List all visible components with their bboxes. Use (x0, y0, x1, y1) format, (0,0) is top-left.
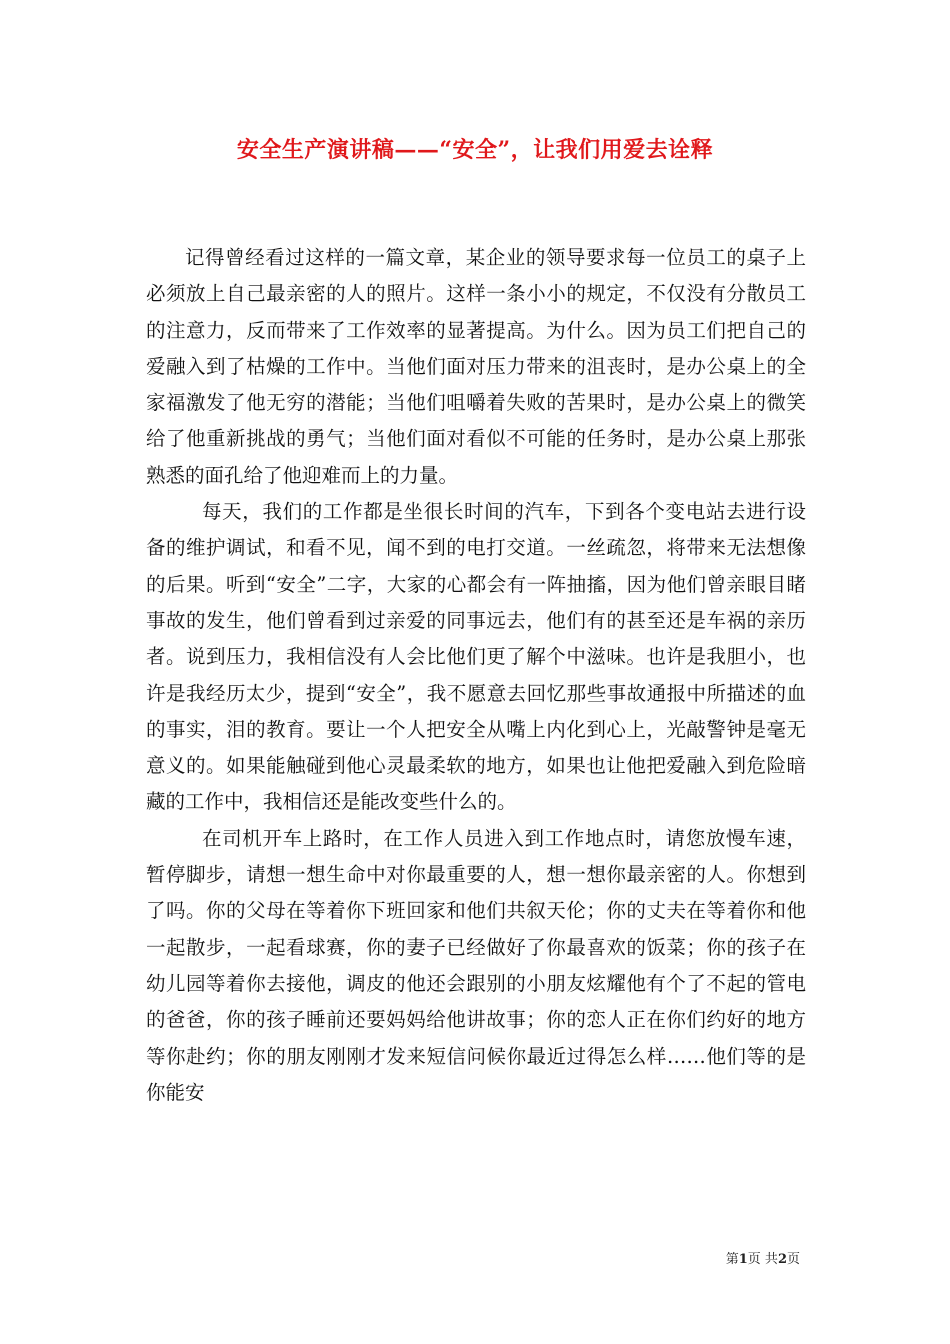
page-title: 安全生产演讲稿——“安全”，让我们用爱去诠释 (236, 137, 714, 163)
footer-suffix: 页 (786, 1252, 800, 1267)
footer-current-page: 1 (738, 1252, 748, 1267)
paragraph-2: 每天，我们的工作都是坐很长时间的汽车，下到各个变电站去进行设备的维护调试，和看不见，闻不到的电打交道。一丝疏忽，将带来无法想像的后果。听到“安全”二字，大家的心都会有一阵抽搐，因为他们曾亲眼目睹事故的发生，他们曾看到过亲爱的同事远去，他们有的甚至还是车祸的亲历者。说到压力，我相信没有人会比他们更了解个中滋味。也许是我胆小，也许是我经历太少，提到“安全”，我不愿意去回忆那些事故通报中所描述的血的事实，泪的教育。要让一个人把安全从嘴上内化到心上，光敲警钟是毫无意义的。如果能触碰到他心灵最柔软的地方，如果也让他把爱融入到危险暗藏的工作中，我相信还是能改变些什么的。 (146, 500, 806, 814)
page-footer (726, 1248, 800, 1267)
paragraph-1: 记得曾经看过这样的一篇文章，某企业的领导要求每一位员工的桌子上必须放上自己最亲密的人的照片。这样一条小小的规定，不仅没有分散员工的注意力，反而带来了工作效率的显著提高。为什么。因为员工们把自己的爱融入到了枯燥的工作中。当他们面对压力带来的沮丧时，是办公桌上的全家福激发了他无穷的潜能；当他们咀嚼着失败的苦果时，是办公桌上的微笑给了他重新挑战的勇气；当他们面对看似不可能的任务时，是办公桌上那张熟悉的面孔给了他迎难而上的力量。 (146, 246, 806, 487)
footer-middle: 页 共 (747, 1252, 778, 1267)
footer-total-pages: 2 (777, 1252, 787, 1267)
paragraph-3: 在司机开车上路时，在工作人员进入到工作地点时，请您放慢车速，暂停脚步，请想一想生命中对你最重要的人，想一想你最亲密的人。你想到了吗。你的父母在等着你下班回家和他们共叙天伦；你的丈夫在等着你和他一起散步，一起看球赛，你的妻子已经做好了你最喜欢的饭菜；你的孩子在幼儿园等着你去接他，调皮的他还会跟别的小朋友炫耀他有个了不起的管电的爸爸，你的孩子睡前还要妈妈给他讲故事；你的恋人正在你们约好的地方等你赴约；你的朋友刚刚才发来短信问候你最近过得怎么样……他们等的是你能安 (146, 826, 806, 1104)
footer-prefix: 第 (725, 1252, 739, 1267)
document-body (146, 240, 806, 1111)
